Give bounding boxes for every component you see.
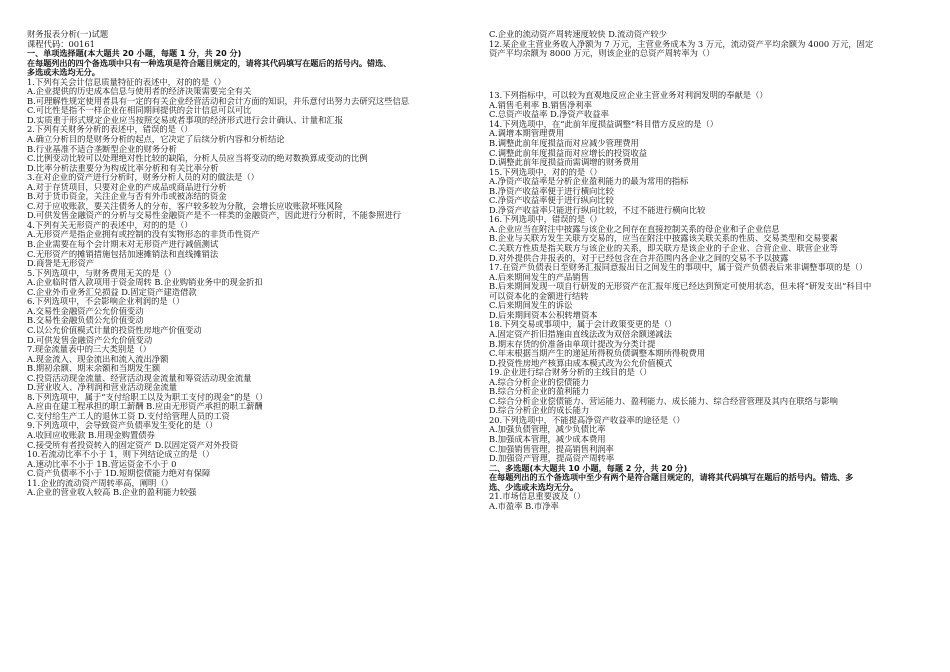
text-line: C.对于应收账款，要关注债务人的分布，客户较多较为分散，会增长应收账款坏账风险 — [27, 201, 343, 211]
text-line: A.销售毛利率 B.销售净利率 — [489, 100, 592, 110]
text-line: D.商誉是无形资产 — [27, 259, 95, 269]
text-line: C.调整此前年度损益而对应增长的投资收益 — [489, 148, 648, 158]
text-line: C.综合分析企业偿债能力、营运能力、盈利能力、成长能力、综合经营管理及其内在联络与影响 — [489, 396, 838, 406]
text-line: B.行业基准不适合垄断型企业的财务分析 — [27, 144, 177, 154]
text-line: D.可供发售金融资产公允价值变动 — [27, 335, 153, 345]
text-line: D.对外提供合并报表的，对于已经包含在合并范围内各企业之间的交易不予以披露 — [489, 253, 789, 263]
text-line: D.加强资产管理，提高资产周转率 — [489, 454, 615, 464]
text-line: A.企业提供的历史成本信息与使用者的经济决策需要完全有关 — [27, 87, 252, 97]
text-line: A.确立分析目的是财务分析的起点，它决定了后续分析内容和分析结论 — [27, 135, 285, 145]
text-line: B.后来期间发现一项自行研发的无形资产在汇报年度已经达到预定可使用状态，但未将“研发支出”科目中 — [489, 282, 872, 292]
text-line: C.无形资产的摊销措施包括加速摊销法和直线摊销法 — [27, 249, 219, 259]
text-line: B.综合分析企业的盈利能力 — [489, 387, 590, 397]
text-line: 1.下列有关会计信息质量特征的表述中，对的的是（） — [27, 77, 226, 87]
text-line: 15.下列选项中，对的的是（） — [489, 167, 602, 177]
text-line: B.期初余额、期末余额和当期发生额 — [27, 364, 161, 374]
text-line: A.后来期间发生的产品销售 — [489, 272, 589, 282]
text-line: D.实质重于形式规定企业应当按照交易或者事项的经济形式进行会计确认、计量和汇报 — [27, 115, 343, 125]
text-line: C.以公允价值模式计量的投资性房地产价值变动 — [27, 325, 202, 335]
text-line: 9.下列选项中，会导致资产负债率发生变化的是（） — [27, 421, 218, 431]
text-line: C.企业外币业务汇兑损益 D.固定资产建造借款 — [27, 287, 197, 297]
text-line: 可以资本化的金额进行结转 — [489, 291, 589, 301]
text-line: D.营业收入、净利润和营业活动现金流量 — [27, 383, 178, 393]
text-line: A.现金流入、现金流出和流入流出净额 — [27, 354, 169, 364]
text-line: 资产平均余额为 8000 万元，则该企业的总资产周转率为（） — [489, 49, 715, 59]
text-line: A.收回应收账款 B.用现金购置债券 — [27, 430, 155, 440]
text-line: 20.下列选项中，不能提高净资产收益率的途径是（） — [489, 415, 685, 425]
text-line: 18.下列交易或事项中，属于会计政策变更的是（） — [489, 320, 677, 330]
text-line: 7.现金流量表中的三大类别是（） — [27, 345, 152, 355]
text-line: C.企业的流动资产周转速度较快 D.流动资产较少 — [489, 30, 667, 39]
text-line: B.企业需要在每个会计期末对无形资产进行减值测试 — [27, 240, 219, 250]
text-line: 12.某企业主营业务收入净额为 7 万元，主营业务成本为 3 万元，流动资产平均余额为 4000 万元，固定 — [489, 39, 874, 49]
blank-line — [489, 59, 926, 69]
text-line: 财务报表分析(一)试题 — [27, 30, 109, 39]
text-line: D.净资产收益率只能进行纵向比较，不过不能进行横向比较 — [489, 205, 706, 215]
text-line: C.净资产收益率便于进行纵向比较 — [489, 196, 614, 206]
text-line: D.调整此前年度损益而需调增的财务费用 — [489, 158, 640, 168]
text-line: 17.在资产负债表日至财务汇报同意报出日之间发生的事项中，属于资产负债表后来非调整事项的是（） — [489, 263, 868, 273]
text-line: A.应由在建工程承担的职工薪酬 B.应由无形资产承担的职工薪酬 — [27, 402, 263, 412]
text-line: D.可供发售金融资产的分析与交易性金融资产是不一样类的金融资产，因此进行分析时，不能参照进行 — [27, 211, 402, 221]
text-line: D.投资性房地产核算由成本模式改为公允价值模式 — [489, 358, 673, 368]
text-line: 6.下列选项中，不会影响企业利润的是（） — [27, 297, 185, 307]
right-column — [489, 30, 926, 511]
text-line: C.年末根据当期产生的递延所得税负债调整本期所得税费用 — [489, 349, 706, 359]
text-line: 19.企业进行综合财务分析的主线目的是（） — [489, 368, 652, 378]
text-line: B.调整此前年度损益而对应减少管理费用 — [489, 139, 639, 149]
text-line: C.总资产收益率 D.净资产收益率 — [489, 110, 609, 120]
text-line: C.后来期间发生的诉讼 — [489, 301, 573, 311]
text-line: 13.下列指标中，可以较为直观地反应企业主营业务对利润发明的奉献是（） — [489, 91, 768, 101]
text-line: 3.在对企业的资产进行分析时，财务分析人员的对的做法是（） — [27, 173, 259, 183]
text-line: A.净资产收益率是分析企业盈利能力的最为常用的指标 — [489, 177, 689, 187]
text-line: 11.企业的流动资产周转率高，阐明（） — [27, 478, 173, 488]
text-line: C.加强销售管理，提高销售利润率 — [489, 444, 614, 454]
text-line: C.比例变动比较可以处理绝对性比较的缺陷，分析人员应当将变动的绝对数换算成变动的比例 — [27, 154, 368, 164]
text-line: A.综合分析企业的偿债能力 — [489, 377, 589, 387]
text-line: D.比率分析法重要分为构成比率分析和有关比率分析 — [27, 163, 219, 173]
text-line: A.调增本期管理费用 — [489, 129, 565, 139]
text-line: 16.下列选项中，错误的是（） — [489, 215, 602, 225]
text-line: B.可理解性规定使用者具有一定的有关企业经营活动和会计方面的知识，并乐意付出努力去研究这些信息 — [27, 96, 410, 106]
text-line: A.对于存货项目，只要对企业的产成品或商品进行分析 — [27, 182, 227, 192]
text-line: 8.下列选项中，属于“支付给职工以及为职工支付的现金”的是（） — [27, 392, 268, 402]
text-line: A.企业的营业收入较高 B.企业的盈利能力较强 — [27, 488, 197, 498]
section-heading-line: 一、单项选择题(本大题共 20 小题，每题 1 分，共 20 分) — [27, 49, 242, 59]
text-line: B.加强成本管理，减少成本费用 — [489, 434, 606, 444]
text-line: B.期末存货的价准备由单项计提改为分类计提 — [489, 339, 656, 349]
section-heading-line: 二、多选题(本大题共 10 小题，每题 2 分，共 20 分) — [489, 463, 688, 473]
text-line: C.关联方性质是指关联方与该企业的关系，即关联方是该企业的子企业、合营企业、联营企业等 — [489, 244, 838, 254]
text-line: 14.下列选项中，在“此前年度损益调整”科目借方反应的是（） — [489, 119, 719, 129]
text-line: A.企业应当在附注中披露与该企业之间存在直接控制关系的母企业和子企业信息 — [489, 224, 780, 234]
text-line: A.速动比率不小于 1B.营运资金不小于 0 — [27, 459, 177, 469]
text-line: C.资产负债率不小于 1D.短期偿债能力绝对有保障 — [27, 469, 211, 479]
text-line: 21.市场信息重要波及（） — [489, 492, 586, 502]
text-line: A.交易性金融资产公允价值变动 — [27, 306, 144, 316]
text-line: D.后来期间资本公积转增资本 — [489, 310, 598, 320]
text-line: A.企业临时借入款项用于资金周转 B.企业购销业务中的现金折扣 — [27, 278, 263, 288]
text-line: 4.下列有关无形资产的表述中，对的的是（） — [27, 220, 193, 230]
text-line: 2.下列有关财务分析的表述中，错误的是（） — [27, 125, 193, 135]
text-line: D.综合分析企业的成长能力 — [489, 406, 590, 416]
text-line: C.支付给生产工人的退休工资 D.支付给管理人员的工资 — [27, 411, 230, 421]
text-line: B.净资产收益率便于进行横向比较 — [489, 186, 614, 196]
text-line: A.固定资产折旧措施由直线法改为双倍余额递减法 — [489, 329, 672, 339]
blank-line — [489, 68, 926, 78]
text-line: B.交易性金融负债公允价值变动 — [27, 316, 144, 326]
text-line: 10.若流动比率不小于 1，则下列结论成立的是（） — [27, 450, 215, 460]
blank-line — [489, 78, 926, 88]
section-heading-line: 选、少选或未选均无分。 — [489, 482, 579, 492]
section-heading-line: 多选或未选均无分。 — [27, 68, 100, 78]
text-line: B.对于货币资金，关注企业与否有外币或被冻结的资金 — [27, 192, 227, 202]
text-line: 5.下列选项中，与财务费用无关的是（） — [27, 268, 176, 278]
text-line: B.企业与关联方发生关联方交易的，应当在附注中披露该关联关系的性质、交易类型和交易要素 — [489, 234, 838, 244]
text-line: C.接受所有者投资转入的固定资产 D.以固定资产对外投资 — [27, 440, 239, 450]
section-heading-line: 在每题列出的五个备选项中至少有两个是符合题目规定的，请将其代码填写在题后的括号内。错选、多 — [489, 473, 854, 483]
section-heading-line: 在每题列出的四个备选项中只有一种选项是符合题目规定的，请将其代码填写在题后的括号内。错选、 — [27, 58, 392, 68]
text-line: 课程代码：00161 — [27, 39, 95, 49]
text-line: C.可比性是指不一样企业在相同期间提供的会计信息可以可比 — [27, 106, 252, 116]
text-line: A.无形资产是指企业拥有或控制的没有实物形态的非货币性资产 — [27, 230, 260, 240]
text-line: C.投资活动现金流量、经营活动现金流量和筹资活动现金流量 — [27, 373, 252, 383]
text-line: A.市盈率 B.市净率 — [489, 501, 559, 511]
text-line: A.加强负债管理，减少负债比率 — [489, 425, 606, 435]
left-column — [27, 30, 463, 498]
